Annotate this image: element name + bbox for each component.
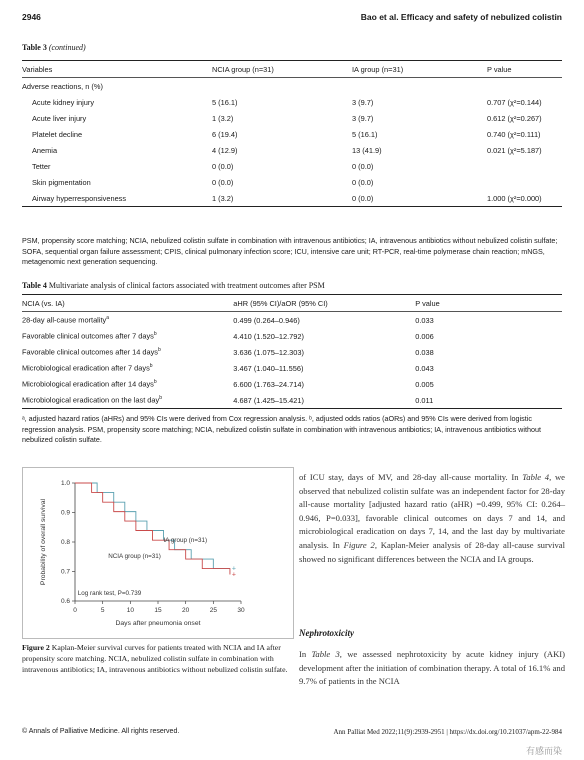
row-label: Favorable clinical outcomes after 14 days bbox=[22, 347, 158, 357]
table-cell: 0 (0.0) bbox=[352, 190, 487, 207]
table-cell: Anemia bbox=[32, 145, 58, 155]
table-cell bbox=[22, 392, 233, 409]
table-cell: 0.033 bbox=[415, 315, 434, 325]
x-tick-label: 15 bbox=[154, 607, 162, 614]
table-cell: 0.612 (χ²=0.267) bbox=[487, 113, 542, 123]
table-cell: 0.006 bbox=[415, 331, 434, 341]
table-cell: 0.499 (0.264–0.946) bbox=[233, 315, 300, 325]
page-header bbox=[22, 12, 562, 26]
table-row bbox=[22, 312, 562, 329]
table4 bbox=[22, 294, 562, 409]
y-tick-label: 0.7 bbox=[60, 568, 70, 576]
col-header: aHR (95% CI)/aOR (95% CI) bbox=[233, 295, 415, 312]
table-cell: 0.043 bbox=[415, 363, 434, 373]
row-label: 28-day all-cause mortality bbox=[22, 315, 107, 325]
x-tick-label: 20 bbox=[182, 607, 190, 614]
series-label-ia: IA group (n=31) bbox=[163, 537, 208, 544]
table-cell: 3 (9.7) bbox=[352, 113, 374, 123]
y-tick-label: 0.8 bbox=[60, 539, 70, 546]
table-row bbox=[22, 360, 562, 376]
table-cell: 1 (3.2) bbox=[212, 113, 234, 123]
footnote-marker: b bbox=[153, 379, 157, 386]
col-header: P value bbox=[487, 61, 562, 78]
footnote-marker: b bbox=[153, 331, 157, 338]
table-cell: Acute kidney injury bbox=[32, 97, 95, 107]
table-cell: 5 (16.1) bbox=[212, 97, 238, 107]
table-row bbox=[22, 94, 562, 110]
page-footer bbox=[22, 728, 562, 740]
y-tick-label: 0.9 bbox=[60, 509, 70, 517]
table-cell: 0.011 bbox=[415, 392, 562, 409]
section-heading: Nephrotoxicity bbox=[299, 628, 354, 638]
table-cell: 3.636 (1.075–12.303) bbox=[233, 347, 304, 357]
table-cell bbox=[22, 360, 233, 376]
table-cell: 1.000 (χ²=0.000) bbox=[487, 190, 562, 207]
table-cell bbox=[22, 376, 233, 392]
table-row bbox=[22, 392, 562, 409]
table-cell: 0.038 bbox=[415, 347, 434, 357]
group-label: Adverse reactions, n (%) bbox=[22, 81, 103, 91]
table3-caption: Table 3 (continued) bbox=[22, 43, 86, 52]
table-row bbox=[22, 126, 562, 142]
table-cell bbox=[487, 158, 562, 174]
figure2-caption: Figure 2 Kaplan-Meier survival curves for patients treated with NCIA and IA after propensity score matching. NCIA, nebulized colistin sulfate in combination with intravenous antibiotics; IA, intravenous antibiotics without nebulized colistin sulfate. bbox=[22, 643, 288, 674]
table-cell: 0.740 (χ²=0.111) bbox=[487, 129, 541, 139]
table-ref[interactable]: Table 3 bbox=[311, 649, 340, 659]
footnote-marker: b bbox=[149, 363, 153, 370]
table-cell: Skin pigmentation bbox=[32, 177, 91, 187]
table-cell: 3.467 (1.040–11.556) bbox=[233, 363, 304, 373]
table-cell: 6.600 (1.763–24.714) bbox=[233, 379, 304, 389]
row-label: Favorable clinical outcomes after 7 days bbox=[22, 331, 154, 341]
figure2-box bbox=[22, 467, 294, 639]
series-label-ncia: NCIA group (n=31) bbox=[108, 553, 161, 561]
table-cell: 0.021 (χ²=5.187) bbox=[487, 145, 542, 155]
row-label: Microbiological eradication after 7 days bbox=[22, 363, 150, 373]
running-title: Bao et al. Efficacy and safety of nebulized colistin bbox=[360, 12, 562, 22]
copyright: © Annals of Palliative Medicine. All rights reserved. bbox=[22, 728, 180, 735]
table-cell: 6 (19.4) bbox=[212, 129, 238, 139]
x-tick-label: 30 bbox=[237, 607, 245, 614]
x-tick-label: 0 bbox=[73, 607, 77, 614]
table4-note: ᵃ, adjusted hazard ratios (aHRs) and 95% CIs were derived from Cox regression analysis. ᵇ, adjusted odds ratios (aORs) and 95% CIs were derived from logistic regression analysis. PSM, propensity score matching; NCIA, nebulized colistin sulfate in combination with intravenous antibiotics; IA, intravenous antibiotics without nebulized colistin sulfate. bbox=[22, 414, 541, 444]
x-axis-label: Days after pneumonia onset bbox=[115, 620, 201, 627]
table-cell: 4.410 (1.520–12.792) bbox=[233, 331, 304, 341]
col-header: NCIA (vs. IA) bbox=[22, 295, 233, 312]
table-cell: 13 (41.9) bbox=[352, 145, 382, 155]
body-paragraph-1: of ICU stay, days of MV, and 28-day all-cause mortality. In Table 4, we observed that nebulized colistin sulfate was an independent factor for 28-day all-cause mortality [adjusted hazard ratio (aHR) =0.499, 95% CI: 0.264–0.946, P=0.033], favorable clinical outcomes on days 7 and 14, and microbiological eradication on days 7, 14, and the last day by multivariate analysis. In Figure 2, Kaplan-Meier analysis of 28-day all-cause survival showed no significant differences between the NCIA and IA groups. bbox=[299, 472, 566, 564]
table-cell: 4 (12.9) bbox=[212, 145, 238, 155]
table-cell: 3 (9.7) bbox=[352, 97, 374, 107]
table-cell: 0 (0.0) bbox=[212, 177, 234, 187]
table-cell: 0.707 (χ²=0.144) bbox=[487, 97, 542, 107]
col-header: IA group (n=31) bbox=[352, 61, 487, 78]
table-row bbox=[22, 142, 562, 158]
footnote-marker: b bbox=[159, 395, 162, 402]
x-tick-label: 25 bbox=[209, 607, 217, 614]
survival-curve-ncia bbox=[75, 483, 230, 574]
body-paragraph-2: In Table 3, we assessed nephrotoxicity by acute kidney injury (AKI) development after the initiation of combination therapy. A total of 16.1% and 9.7% of patients in the NCIA bbox=[299, 649, 566, 687]
table-cell: Tetter bbox=[32, 161, 51, 171]
row-label: Microbiological eradication on the last day bbox=[22, 395, 160, 405]
table-row bbox=[22, 344, 562, 360]
table-cell: 5 (16.1) bbox=[352, 129, 378, 139]
censor-mark: + bbox=[231, 565, 237, 573]
table-row bbox=[22, 174, 562, 190]
citation-doi[interactable]: Ann Palliat Med 2022;11(9):2939-2951 | https://dx.doi.org/10.21037/apm-22-984 bbox=[333, 728, 562, 736]
y-tick-label: 0.6 bbox=[60, 598, 70, 605]
table-cell: Platelet decline bbox=[32, 129, 83, 139]
watermark: 有感而染 bbox=[525, 746, 562, 756]
table-row bbox=[22, 190, 562, 207]
table4-caption: Table 4 Multivariate analysis of clinical factors associated with treatment outcomes after PSM bbox=[22, 281, 325, 290]
km-chart bbox=[23, 468, 293, 638]
table-cell: Airway hyperresponsiveness bbox=[22, 190, 212, 207]
figure-ref[interactable]: Figure 2 bbox=[343, 539, 375, 550]
table-cell bbox=[22, 328, 233, 344]
table3 bbox=[22, 60, 562, 207]
table-cell bbox=[22, 344, 233, 360]
logrank-annotation: Log rank test, P=0.739 bbox=[77, 590, 142, 598]
y-axis-label: Probability of overall survival bbox=[40, 498, 47, 586]
table-cell bbox=[22, 312, 233, 329]
page-number: 2946 bbox=[22, 12, 41, 22]
table-row bbox=[22, 328, 562, 344]
table-cell: 0 (0.0) bbox=[352, 161, 374, 171]
table-cell: 0 (0.0) bbox=[352, 177, 374, 187]
censor-mark: + bbox=[231, 571, 237, 579]
col-header: Variables bbox=[22, 61, 212, 78]
col-header: NCIA group (n=31) bbox=[212, 61, 352, 78]
footnote-marker: a bbox=[106, 315, 109, 322]
table-cell: 0 (0.0) bbox=[212, 161, 234, 171]
table-row bbox=[22, 376, 562, 392]
table-cell: 0.005 bbox=[415, 379, 434, 389]
table3-note: PSM, propensity score matching; NCIA, nebulized colistin sulfate in combination with intravenous antibiotics; IA, intravenous antibiotics without nebulized colistin sulfate; SOFA, sequential organ failure assessment; CPIS, clinical pulmonary infection score; ICU, intensive care unit; RT-PCR, real-time polymerase chain reaction; mNGS, metagenomic next generation sequencing. bbox=[22, 236, 558, 266]
col-header: P value bbox=[415, 295, 562, 312]
x-tick-label: 10 bbox=[126, 607, 134, 614]
x-tick-label: 5 bbox=[100, 607, 105, 614]
table-row bbox=[22, 158, 562, 174]
y-tick-label: 1.0 bbox=[60, 480, 70, 487]
table-ref[interactable]: Table 4 bbox=[522, 472, 550, 482]
table-cell: 1 (3.2) bbox=[212, 190, 352, 207]
footnote-marker: b bbox=[157, 347, 161, 354]
table-cell: 4.687 (1.425–15.421) bbox=[233, 392, 415, 409]
table-row bbox=[22, 110, 562, 126]
row-label: Microbiological eradication after 14 days bbox=[22, 379, 154, 389]
table-cell: Acute liver injury bbox=[32, 113, 87, 123]
table-cell bbox=[487, 174, 562, 190]
